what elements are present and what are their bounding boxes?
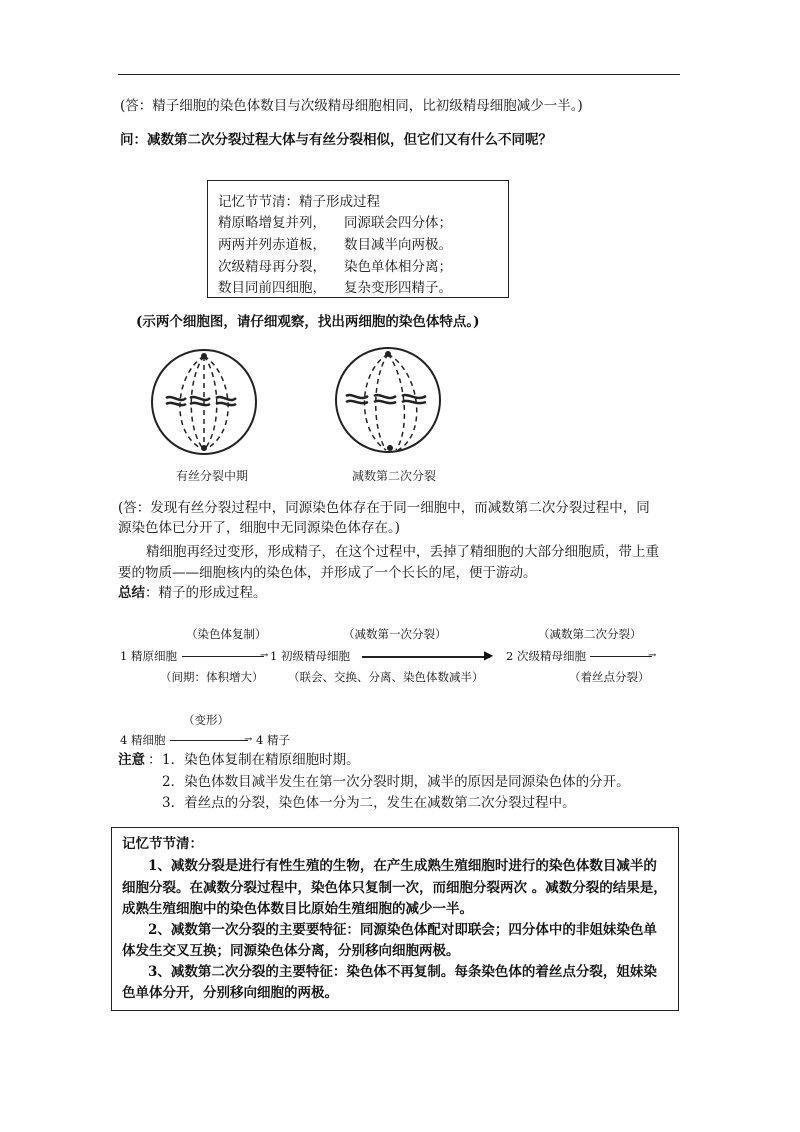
header-rule — [118, 74, 680, 75]
flow-arrow-2 — [362, 656, 490, 658]
memory-box2-p2-l1: 2、减数第一次分裂的主要要特征：同源染色体配对即联会；四分体中的非姐妹染色单 — [148, 922, 657, 938]
flow-arrow-3-head: → — [648, 650, 657, 661]
meiosis-ii-cell — [336, 348, 440, 452]
memory-box-sperm-formation — [207, 180, 509, 298]
paragraph-line-2: 要的物质——细胞核内的染色体，并形成了一个长长的尾，便于游动。 — [118, 565, 537, 581]
summary-text: ：精子的形成过程。 — [145, 585, 267, 601]
memory-box2-p1-l1: 1、减数分裂是进行有性生殖的生物，在产生成熟生殖细胞时进行的染色体数目减半的 — [148, 858, 657, 874]
summary-line — [118, 583, 267, 603]
flow-cell-5: 4 精子 — [256, 733, 290, 747]
memory-box2-p1-l3: 成熟生殖细胞中的染色体数目比原始生殖细胞的减少一半。 — [122, 901, 473, 917]
memory-row-2b: 数目减半向两极。 — [344, 237, 452, 253]
figure-label-meiosis: 减数第二次分裂 — [352, 469, 437, 483]
flow-step2-below: （联会、交换、分离、染色体数减半） — [288, 670, 484, 684]
flow-arrow-4-head: → — [244, 734, 253, 745]
memory-box-title: 记忆节节清：精子形成过程 — [218, 194, 380, 210]
memory-row-4a: 数目同前四细胞， — [218, 280, 326, 296]
note-item-3: 3．着丝点的分裂，染色体一分为二，发生在减数第二次分裂过程中。 — [162, 795, 576, 811]
flow-arrow-2-head: ▶ — [484, 648, 494, 662]
memory-row-2a: 两两并列赤道板， — [218, 237, 326, 253]
note-item-1: 1．染色体复制在精原细胞时期。 — [162, 752, 360, 768]
flow-cell-2: 1 初级精母细胞 — [270, 649, 350, 663]
memory-row-1a: 精原略增复并列， — [218, 215, 326, 231]
note-item-2: 2．染色体数目减半发生在第一次分裂时期，减半的原因是同源染色体的分开。 — [162, 774, 630, 790]
answer-1: (答：精子细胞的染色体数目与次级精母细胞相同，比初级精母细胞减少一半。) — [120, 98, 583, 114]
memory-box-meiosis — [111, 827, 679, 1011]
memory-box2-p3-l1: 3、减数第二次分裂的主要特征：染色体不再复制。每条染色体的着丝点分裂，姐妹染 — [148, 964, 657, 980]
paragraph-line-1: 精细胞再经过变形，形成精子，在这个过程中，丢掉了精细胞的大部分细胞质，带上重 — [146, 544, 659, 560]
memory-row-3a: 次级精母再分裂， — [218, 259, 326, 275]
memory-row-3b: 染色单体相分离； — [344, 259, 452, 275]
flow-arrow-1-head: → — [260, 650, 269, 661]
flow-arrow-3 — [590, 656, 652, 657]
notes-label: 注意 — [118, 752, 145, 768]
memory-row-1b: 同源联会四分体； — [344, 215, 452, 231]
figure-prompt: (示两个细胞图，请仔细观察，找出两细胞的染色体特点。) — [136, 314, 480, 330]
flow-step3-above: （减数第二次分裂） — [538, 627, 642, 641]
flow-step2-above: （减数第一次分裂） — [343, 627, 447, 641]
flow-cell-1: 1 精原细胞 — [120, 649, 177, 663]
question: 问：减数第二次分裂过程大体与有丝分裂相似，但它们又有什么不同呢？ — [120, 132, 552, 148]
cell-division-figure — [136, 338, 459, 486]
flow-step4-above: （变形） — [183, 713, 229, 727]
memory-box2-p3-l2: 色单体分开，分别移向细胞的两极。 — [122, 985, 338, 1001]
memory-row-4b: 复杂变形四精子。 — [344, 280, 452, 296]
flow-cell-4: 4 精细胞 — [120, 733, 166, 747]
answer-2-line-1: (答：发现有丝分裂过程中，同源染色体存在于同一细胞中，而减数第二次分裂过程中，同 — [118, 500, 650, 516]
answer-2-line-2: 源染色体已分开了，细胞中无同源染色体存在。) — [118, 520, 401, 536]
memory-box2-title: 记忆节节清： — [122, 836, 203, 852]
memory-box2-p1-l2: 细胞分裂。在减数分裂过程中，染色体只复制一次，而细胞分裂两次 。减数分裂的结果是， — [122, 880, 667, 896]
cell-diagrams — [136, 338, 459, 486]
summary-label: 总结 — [118, 585, 145, 601]
flow-arrow-1 — [182, 656, 264, 657]
flow-cell-3: 2 次级精母细胞 — [506, 649, 586, 663]
flow-step1-above: （染色体复制） — [186, 627, 267, 641]
mitosis-cell — [152, 350, 256, 454]
memory-box2-p2-l2: 体发生交叉互换；同源染色体分离，分别移向细胞两极。 — [122, 943, 460, 959]
flow-arrow-4 — [170, 740, 248, 741]
flow-step1-below: （间期：体积增大） — [160, 670, 264, 684]
figure-label-mitosis: 有丝分裂中期 — [176, 469, 249, 483]
flow-step3-below: （着丝点分裂） — [569, 670, 650, 684]
notes-colon: ： — [148, 752, 162, 768]
